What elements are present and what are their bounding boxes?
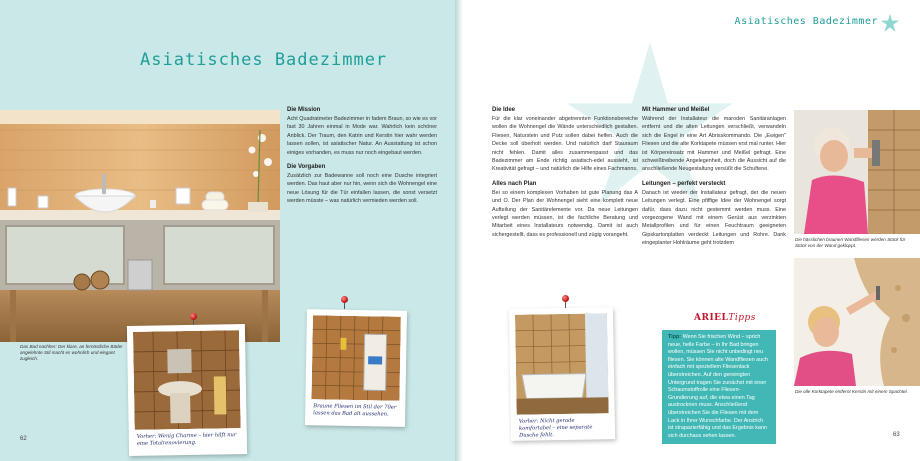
meissel-heading: Mit Hammer und Meißel xyxy=(642,107,710,113)
page-number-left: 62 xyxy=(20,436,27,442)
photo-cork-removal xyxy=(794,258,920,386)
photo2-caption: Die olle Korktapete entfernt Kerstin mit einem Spachtel. xyxy=(795,389,908,394)
polaroid-before-1 xyxy=(127,324,247,456)
tip-box xyxy=(662,330,776,444)
page-title: Asiatisches Badezimmer xyxy=(140,50,388,70)
polaroid-before-3 xyxy=(509,307,615,441)
photo1-caption: Die hässlichen braunen Wandfliesen werden Stück für Stück von der Wand gekloppt. xyxy=(795,237,906,248)
meissel-text: Während der Installateur die maroden Sanitäranlagen entfernt und die alten Leitungen verschließt, verwandeln sich die Engel in eine Art Abrisskommando. Die „Ewigen" Fliesen und die alte Korktapete müssen erst mal runter. Hier ist Körpereinsatz mit Hammer und Meißel gefragt. Eine schweißtreibende Angelegenheit, doch die Aussicht auf die anschließende Neugestaltung versüßt die Schufterei. xyxy=(642,116,786,173)
pin-icon xyxy=(562,295,569,302)
vorgaben-text: Zusätzlich zur Badewanne soll noch eine Dusche integriert werden. Das haut aber nur hin, wenn sich die Wohnengel eine neue Lösung für die Tür einfallen lassen, die sonst versetzt werden müsste – was natürlich vermieden werden soll. xyxy=(287,173,437,205)
plan-text: Bei so einem komplexen Vorhaben ist gute Planung das A und O. Der Plan der Wohnengel sieht eine komplett neue Aufteilung der Sanitärelemente vor. Da neue Leitungen verlegt werden müssen, ist die fachliche Beratung und Mitarbeit eines Installateurs notwendig. Damit ist auch sichergestellt, dass es professionell und zügig vorangeht. xyxy=(492,189,638,238)
leitungen-text: Danach ist wieder der Installateur gefragt, der die neuen Leitungen verlegt. Eine pfiffige Idee der Wohnengel sorgt dafür, dass dazu nicht gestemmt werden muss. Eine vorgezogene Wand mit einem Gerüst aus verzinkten Metallprofilen und für einen Feuchtraum geeigneten Gipskartonplatten verdeckt Leitungen und Rohre. Dank eingeplanter Hohlräume geht trotzdem xyxy=(642,189,786,247)
polaroid-before-2 xyxy=(305,309,407,427)
pin-icon xyxy=(341,296,348,303)
polaroid1-caption: Vorher: Wenig Charme – hier hilft nur eine Totalrenovierung. xyxy=(136,432,237,447)
tip-label: Tipp: xyxy=(668,334,682,340)
starfish-icon xyxy=(880,13,900,33)
section-mission xyxy=(287,106,437,212)
idee-heading: Die Idee xyxy=(492,107,516,113)
tip-text: Wenn Sie frischen Wind – sprich neue, helle Farbe – in Ihr Bad bringen wollen, müssen Sie nicht unbedingt neu fliesen. Sie können alte Wandfliesen auch einfach mit speziellem Fliesenlack überstreichen. Auf den gereinigten Untergrund tragen Sie zunächst mit einer Schaumstoffrolle eine Fliesen-Grundierung auf, die etwa einen Tag austrocknen muss. Anschließend überstreichen Sie die Fliesen mit dem Lack in Ihrer Wunschfarbe. Der Anstrich ist strapazierfähig und das Ergebnis kann sich durchaus sehen lassen. xyxy=(668,334,768,439)
pin-icon xyxy=(190,313,197,320)
vorgaben-heading: Die Vorgaben xyxy=(287,164,326,171)
ariel-tipps-logo: ARIELTipps xyxy=(694,313,756,323)
mission-heading: Die Mission xyxy=(287,107,321,113)
running-title: Asiatisches Badezimmer xyxy=(734,16,878,27)
section-meissel xyxy=(642,106,786,254)
section-idee xyxy=(492,106,638,245)
page-number-right: 63 xyxy=(893,432,900,438)
mission-text: Acht Quadratmeter Badezimmer in fadem Braun, so wie es vor fast 30 Jahren einmal in Mode war. Wahrlich kein schöner Anblick. Der Traum, den Katrin und Kerstin hier wahr werden lassen sollen, ist asiatischer Natur. An Ausstattung ist schon einiges vorhanden, es muss nur noch eingebaut werden. xyxy=(287,116,437,156)
plan-heading: Alles nach Plan xyxy=(492,180,537,187)
bathroom-after-photo xyxy=(0,110,280,342)
polaroid3-caption: Vorher: Nicht gerade komfortabel – eine separate Dusche fehlt. xyxy=(518,417,593,439)
photo-tile-removal xyxy=(794,110,920,234)
idee-text: Für die klar voneinander abgetrennten Funktionsbereiche wollen die Wohnengel die Wände unterschiedlich gestalten. Fliesen, Naturstein und Putz sollen dabei helfen. Auch die Decke soll überholt werden. Und natürlich darf Stauraum nicht fehlen. Damit alles zusammenpasst und das Badezimmer am Ende richtig asiatisch-edel aussieht, ist Kreativität gefragt – und natürlich die Hilfe eines Fachmanns. xyxy=(492,116,638,173)
bathroom-photo-caption: Das Bad nachher: Der klare, an fernöstliche Bäder angelehnte Stil macht es wohnlich und elegant zugleich. xyxy=(20,344,123,361)
polaroid2-caption: Braune Fliesen im Stil der 70er lassen das Bad alt aussehen. xyxy=(313,403,397,418)
leitungen-heading: Leitungen – perfekt versteckt xyxy=(642,180,726,187)
